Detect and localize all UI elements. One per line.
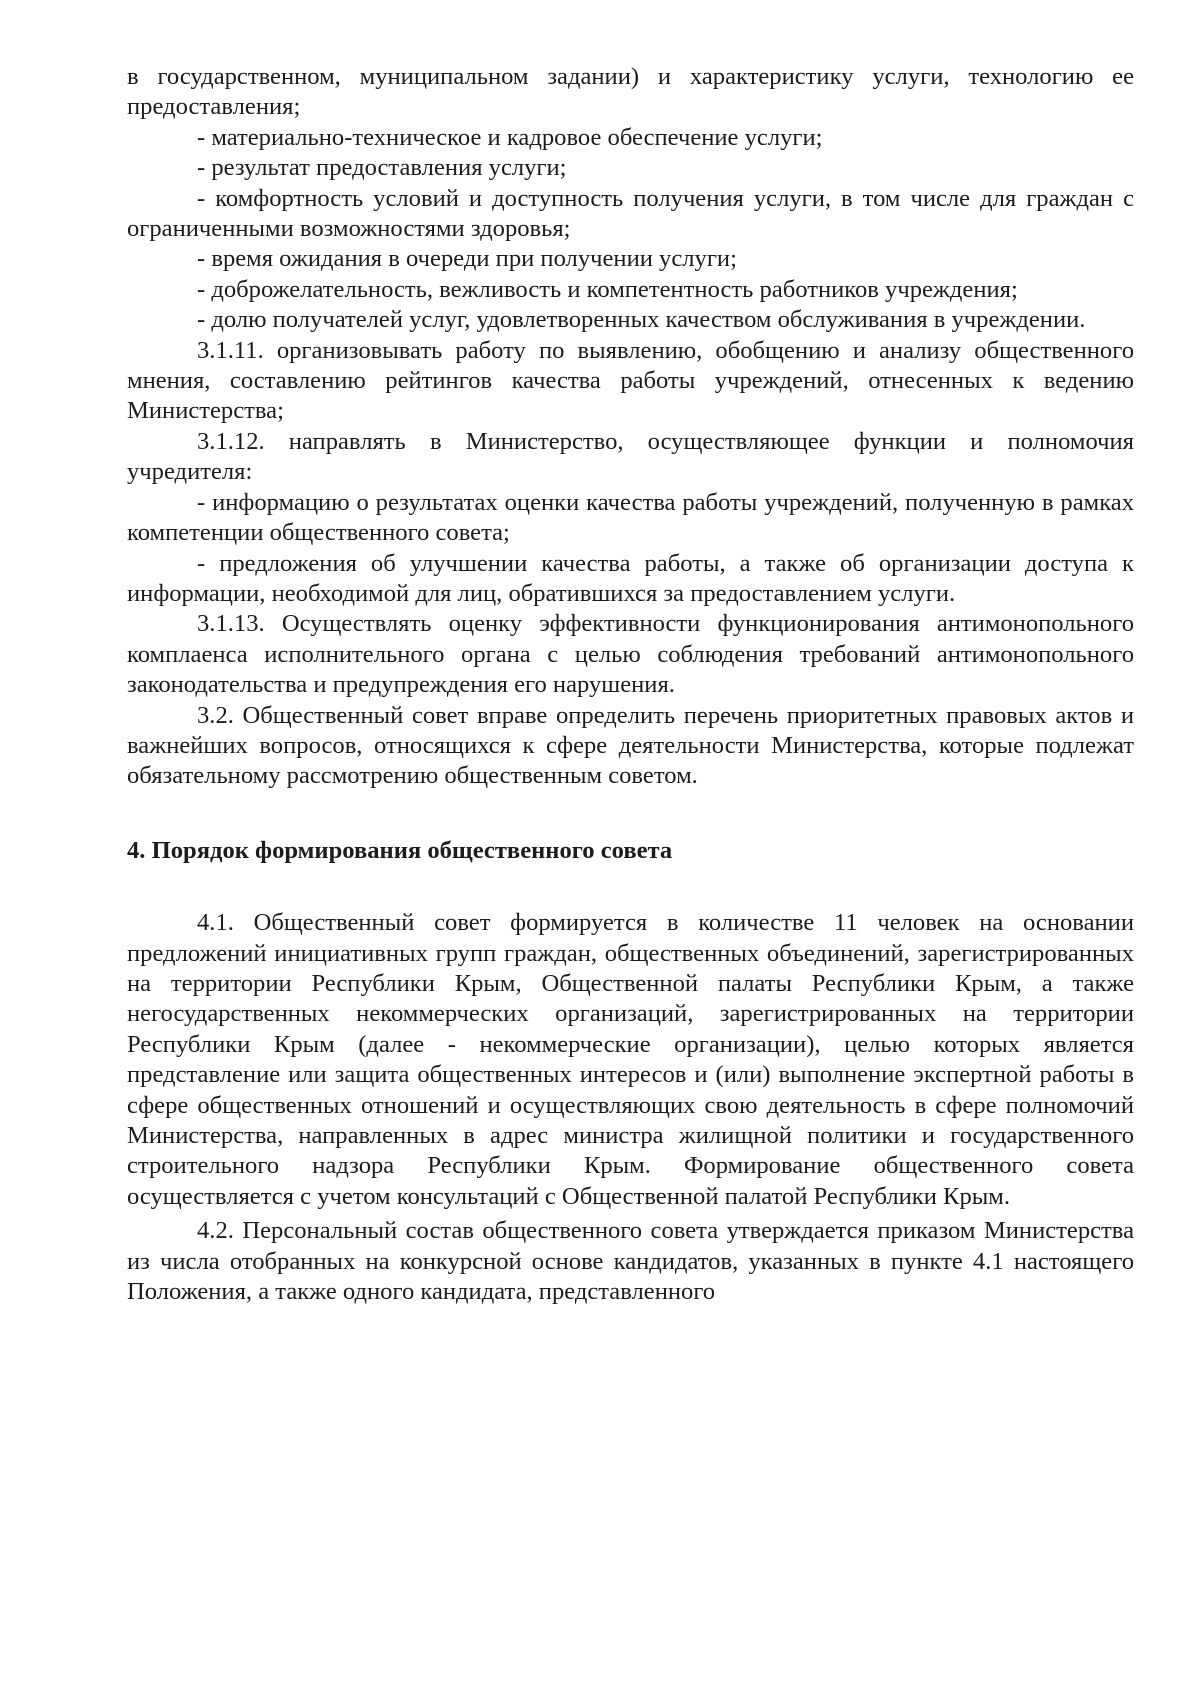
clause-3-2: 3.2. Общественный совет вправе определить перечень приоритетных правовых актов и важнейших вопросов, относящихся к сфере деятельности Министерства, которые подлежат обязательному рассмотрению общественным советом. [127,701,1134,790]
paragraph-service-characteristics: в государственном, муниципальном задании) и характеристику услуги, технологию ее предоставления; [127,63,1134,121]
clause-3-1-12: 3.1.12. направлять в Министерство, осуществляющее функции и полномочия учредителя: [127,427,1134,486]
clause-3-1-13: 3.1.13. Осуществлять оценку эффективности функционирования антимонопольного комплаенса исполнительного органа с целью соблюдения требований антимонопольного законодательства и предупреждения его нарушения. [127,610,1134,699]
list-item-material-support: - материально-техническое и кадровое обеспечение услуги; [197,123,823,151]
clause-4-1: 4.1. Общественный совет формируется в количестве 11 человек на основании предложений инициативных групп граждан, общественных объединений, зарегистрированных на территории Республики Крым, Общественной палаты Республики Крым, а также негосударственных некоммерческих организаций, зарегистрированных на территории Республики Крым (далее - некоммерческие организации), целью которых является представление или защита общественных интересов и (или) выполнение экспертной работы в сфере общественных отношений и осуществляющих свою деятельность в сфере полномочий Министерства, направленных в адрес министра жилищной политики и государственного строительного надзора Республики Крым. Формирование общественного совета осуществляется с учетом консультаций с Общественной палатой Республики Крым. [127,909,1134,1210]
list-item-staff-courtesy: - доброжелательность, вежливость и компетентность работников учреждения; [197,275,1018,303]
list-item-improvement-proposals: - предложения об улучшении качества работы, а также об организации доступа к информации, необходимой для лиц, обратившихся за предоставлением услуги. [127,549,1134,607]
list-item-assessment-info: - информацию о результатах оценки качества работы учреждений, полученную в рамках компетенции общественного совета; [127,488,1134,547]
clause-3-1-11: 3.1.11. организовывать работу по выявлению, обобщению и анализу общественного мнения, составлению рейтингов качества работы учреждений, отнесенных к ведению Министерства; [127,336,1134,425]
list-item-comfort-accessibility: - комфортность условий и доступность получения услуги, в том числе для граждан с ограниченными возможностями здоровья; [127,184,1134,243]
section-heading: 4. Порядок формирования общественного совета [127,836,673,864]
clause-4-2: 4.2. Персональный состав общественного совета утверждается приказом Министерства из числа отобранных на конкурсной основе кандидатов, указанных в пункте 4.1 настоящего Положения, а также одного кандидата, представленного [127,1217,1134,1306]
list-item-waiting-time: - время ожидания в очереди при получении услуги; [197,245,737,273]
list-item-service-result: - результат предоставления услуги; [197,154,567,182]
document-page [127,62,1134,1307]
list-item-satisfied-share: - долю получателей услуг, удовлетворенных качеством обслуживания в учреждении. [197,306,1086,334]
